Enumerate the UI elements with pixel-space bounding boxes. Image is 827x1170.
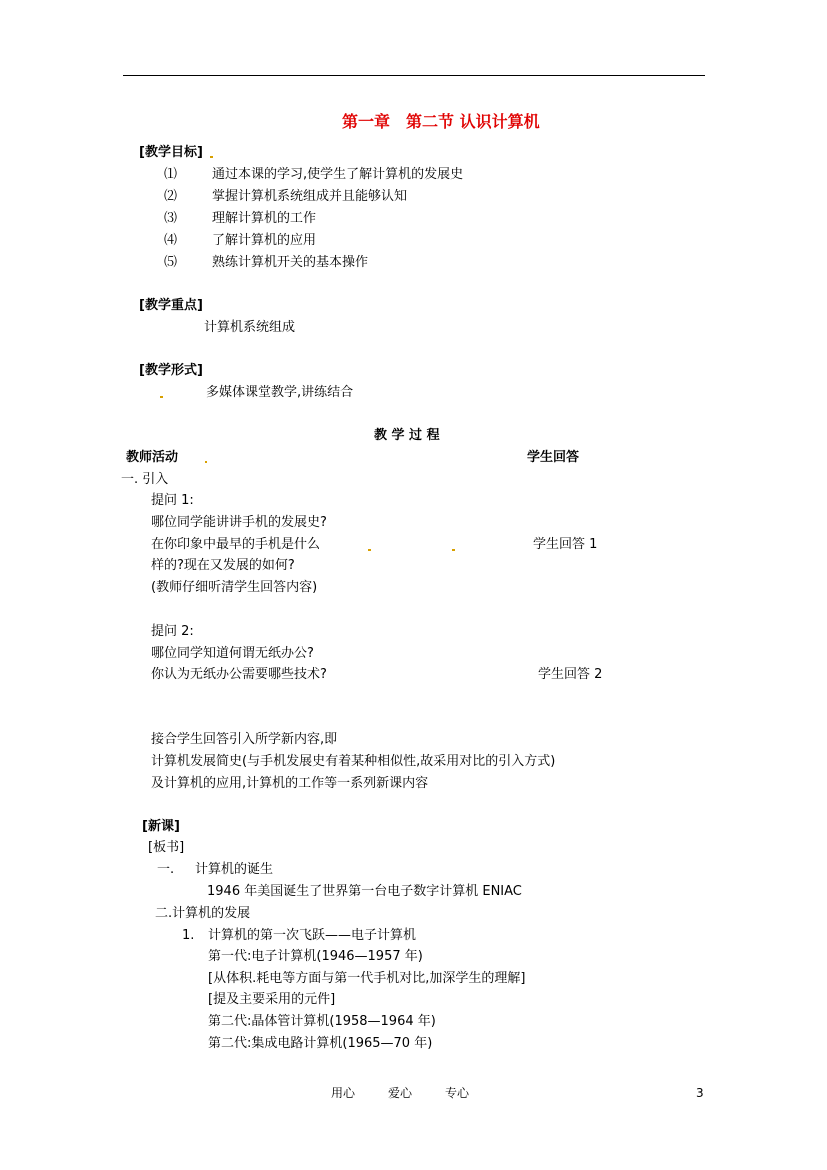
objective-text: 掌握计算机系统组成并且能够认知: [212, 189, 408, 204]
objective-text: 理解计算机的工作: [212, 211, 317, 226]
teacher-column-header: 教师活动: [126, 450, 179, 465]
footer-word: 用心: [331, 1086, 356, 1100]
lead-in-line: 及计算机的应用,计算机的工作等一系列新课内容: [151, 776, 429, 791]
form-text: 多媒体课堂教学,讲练结合: [206, 385, 354, 400]
generation-line: 第二代:集成电路计算机(1965—70 年): [208, 1036, 433, 1051]
page-number: 3: [696, 1086, 704, 1100]
lead-in-line: 计算机发展简史(与手机发展史有着某种相似性,故采用对比的引入方式): [151, 754, 556, 769]
page-title: 第一章 第二节 认识计算机: [342, 112, 540, 131]
student-column-header: 学生回答: [527, 450, 580, 465]
footer-word: 爱心: [388, 1086, 413, 1100]
objective-text: 熟练计算机开关的基本操作: [212, 255, 369, 270]
question-1-line: 样的?现在又发展的如何?: [151, 558, 295, 573]
section-2-title: 二.计算机的发展: [155, 906, 251, 921]
question-2-line: 哪位同学知道何谓无纸办公?: [151, 646, 314, 661]
question-2-label: 提问 2:: [151, 624, 194, 639]
teaching-note: [从体积.耗电等方面与第一代手机对比,加深学生的理解]: [208, 971, 526, 986]
stray-mark: [160, 396, 163, 398]
student-answer-1: 学生回答 1: [533, 537, 598, 552]
objective-text: 通过本课的学习,使学生了解计算机的发展史: [212, 167, 464, 182]
section-1-number: 一.: [157, 862, 175, 877]
board-label: [板书]: [148, 840, 185, 855]
objective-text: 了解计算机的应用: [212, 233, 317, 248]
stray-mark: [452, 549, 455, 551]
objective-num: ⑷: [164, 233, 178, 248]
objective-num: ⑸: [164, 255, 178, 270]
objective-num: ⑵: [164, 189, 178, 204]
subsection-title: 计算机的第一次飞跃——电子计算机: [208, 928, 417, 943]
intro-heading: 一. 引入: [121, 472, 169, 487]
section-1-text: 1946 年美国诞生了世界第一台电子数字计算机 ENIAC: [207, 884, 522, 899]
generation-line: 第一代:电子计算机(1946—1957 年): [208, 949, 423, 964]
teaching-note: [提及主要采用的元件]: [208, 992, 336, 1007]
stray-mark: [205, 461, 207, 463]
teacher-note: (教师仔细听清学生回答内容): [151, 580, 318, 595]
generation-line: 第二代:晶体管计算机(1958—1964 年): [208, 1014, 436, 1029]
question-1-line: 在你印象中最早的手机是什么: [151, 537, 321, 552]
student-answer-2: 学生回答 2: [538, 667, 603, 682]
process-title: 教 学 过 程: [374, 428, 440, 443]
objective-num: ⑶: [164, 211, 178, 226]
subsection-number: 1.: [182, 928, 195, 943]
question-2-line: 你认为无纸办公需要哪些技术?: [151, 667, 327, 682]
stray-mark: [368, 549, 371, 551]
stray-mark: [210, 156, 213, 158]
key-point-text: 计算机系统组成: [204, 320, 296, 335]
question-1-line: 哪位同学能讲讲手机的发展史?: [151, 515, 327, 530]
new-lesson-heading: [新课]: [142, 819, 180, 834]
question-1-label: 提问 1:: [151, 493, 194, 508]
section-1-title: 计算机的诞生: [195, 862, 274, 877]
lead-in-line: 接合学生回答引入所学新内容,即: [151, 732, 338, 747]
objectives-heading: [教学目标]: [139, 145, 203, 160]
header-rule: [123, 75, 705, 76]
objective-num: ⑴: [164, 167, 178, 182]
form-heading: [教学形式]: [139, 363, 203, 378]
key-point-heading: [教学重点]: [139, 298, 203, 313]
footer-word: 专心: [445, 1086, 470, 1100]
